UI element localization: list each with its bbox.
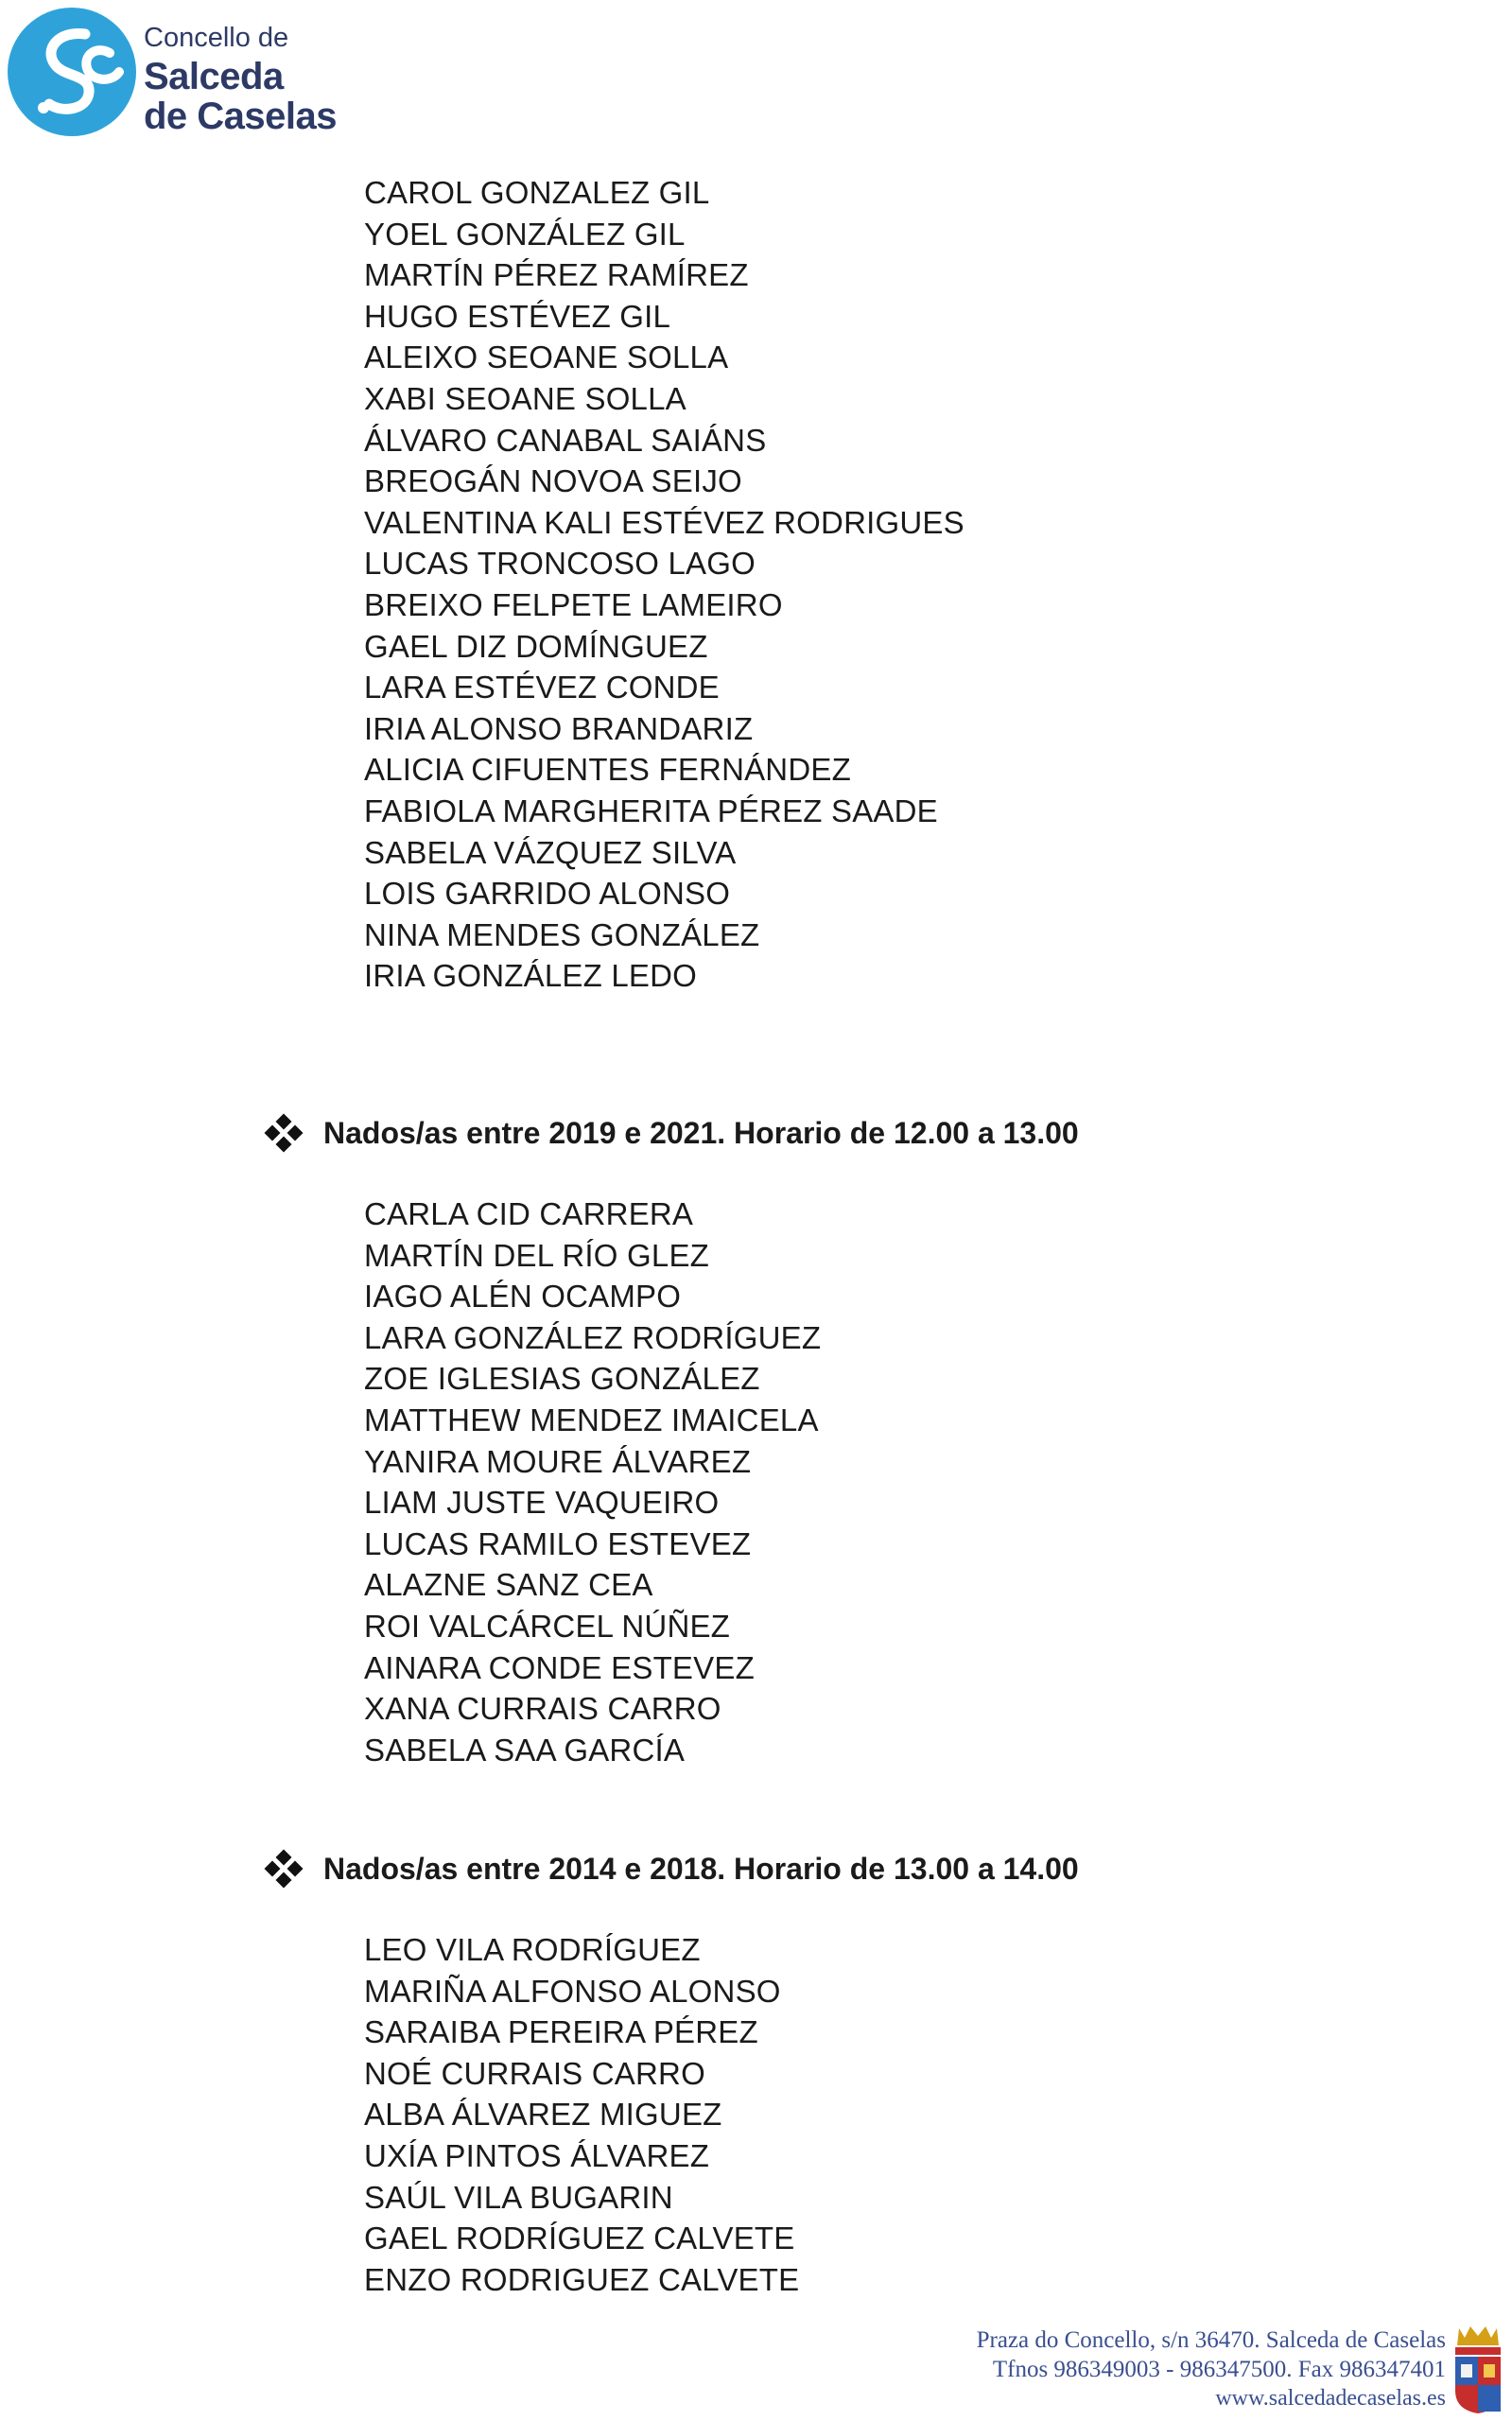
list-item: NINA MENDES GONZÁLEZ [364, 916, 760, 952]
list-item: IAGO ALÉN OCAMPO [364, 1279, 682, 1315]
section-title: Nados/as entre 2014 e 2018. Horario de 13.00 a 14.00 [323, 1851, 1079, 1886]
footer-contact [977, 2326, 1446, 2412]
coat-of-arms-icon [1451, 2325, 1504, 2415]
list-item: LOIS GARRIDO ALONSO [364, 876, 731, 912]
logo-line-caselas: de Caselas [144, 96, 338, 137]
list-item: SAÚL VILA BUGARIN [364, 2179, 673, 2215]
list-item: LARA ESTÉVEZ CONDE [364, 670, 720, 705]
list-item: ÁLVARO CANABAL SAIÁNS [364, 422, 767, 458]
list-item: GAEL DIZ DOMÍNGUEZ [364, 628, 708, 664]
name-list-group-3 [364, 1929, 799, 2300]
list-item: MARTÍN PÉREZ RAMÍREZ [364, 257, 749, 293]
list-item: ALICIA CIFUENTES FERNÁNDEZ [364, 752, 851, 788]
footer-phones: Tfnos 986349003 - 986347500. Fax 986347401 [992, 2356, 1446, 2382]
section-heading-2019-2021 [265, 1114, 1079, 1152]
list-item: ALBA ÁLVAREZ MIGUEZ [364, 2097, 722, 2133]
list-item: HUGO ESTÉVEZ GIL [364, 298, 671, 334]
name-list-group-2 [364, 1193, 821, 1770]
list-item: IRIA GONZÁLEZ LEDO [364, 958, 698, 994]
diamond-bullet-icon [265, 1114, 303, 1152]
list-item: ENZO RODRIGUEZ CALVETE [364, 2261, 800, 2297]
concello-logo [6, 6, 403, 148]
list-item: MARTÍN DEL RÍO GLEZ [364, 1237, 710, 1273]
list-item: SARAIBA PEREIRA PÉREZ [364, 2014, 758, 2050]
list-item: LIAM JUSTE VAQUEIRO [364, 1485, 720, 1521]
name-list-group-1 [364, 172, 965, 997]
list-item: BREIXO FELPETE LAMEIRO [364, 586, 783, 622]
list-item: ZOE IGLESIAS GONZÁLEZ [364, 1361, 760, 1397]
list-item: YANIRA MOURE ÁLVAREZ [364, 1443, 752, 1479]
list-item: XANA CURRAIS CARRO [364, 1691, 721, 1727]
logo-line-concello: Concello de [144, 23, 289, 53]
list-item: LUCAS RAMILO ESTEVEZ [364, 1525, 752, 1561]
list-item: XABI SEOANE SOLLA [364, 380, 686, 416]
list-item: YOEL GONZÁLEZ GIL [364, 216, 686, 252]
list-item: MATTHEW MENDEZ IMAICELA [364, 1402, 819, 1437]
footer-address: Praza do Concello, s/n 36470. Salceda de Caselas [976, 2327, 1446, 2353]
list-item: ALEIXO SEOANE SOLLA [364, 340, 729, 375]
list-item: ALAZNE SANZ CEA [364, 1567, 653, 1603]
logo-text [144, 25, 337, 135]
list-item: NOÉ CURRAIS CARRO [364, 2055, 705, 2091]
list-item: FABIOLA MARGHERITA PÉREZ SAADE [364, 792, 938, 828]
salceda-logo-icon [6, 6, 138, 138]
list-item: CARLA CID CARRERA [364, 1196, 694, 1231]
list-item: LUCAS TRONCOSO LAGO [364, 546, 756, 582]
list-item: SABELA VÁZQUEZ SILVA [364, 834, 737, 870]
list-item: AINARA CONDE ESTEVEZ [364, 1649, 755, 1685]
logo-line-salceda: Salceda [144, 56, 284, 97]
list-item: IRIA ALONSO BRANDARIZ [364, 710, 754, 746]
list-item: SABELA SAA GARCÍA [364, 1732, 686, 1768]
list-item: ROI VALCÁRCEL NÚÑEZ [364, 1608, 731, 1644]
list-item: LEO VILA RODRÍGUEZ [364, 1932, 701, 1967]
section-heading-2014-2018 [265, 1850, 1079, 1888]
diamond-bullet-icon [265, 1850, 303, 1888]
list-item: GAEL RODRÍGUEZ CALVETE [364, 2221, 795, 2256]
list-item: LARA GONZÁLEZ RODRÍGUEZ [364, 1319, 822, 1355]
footer-website[interactable]: www.salcedadecaselas.es [1215, 2385, 1446, 2411]
list-item: UXÍA PINTOS ÁLVAREZ [364, 2137, 710, 2173]
section-title: Nados/as entre 2019 e 2021. Horario de 12.00 a 13.00 [323, 1115, 1079, 1150]
list-item: BREOGÁN NOVOA SEIJO [364, 463, 742, 499]
list-item: CAROL GONZALEZ GIL [364, 175, 710, 210]
list-item: VALENTINA KALI ESTÉVEZ RODRIGUES [364, 504, 965, 540]
list-item: MARIÑA ALFONSO ALONSO [364, 1973, 781, 2009]
